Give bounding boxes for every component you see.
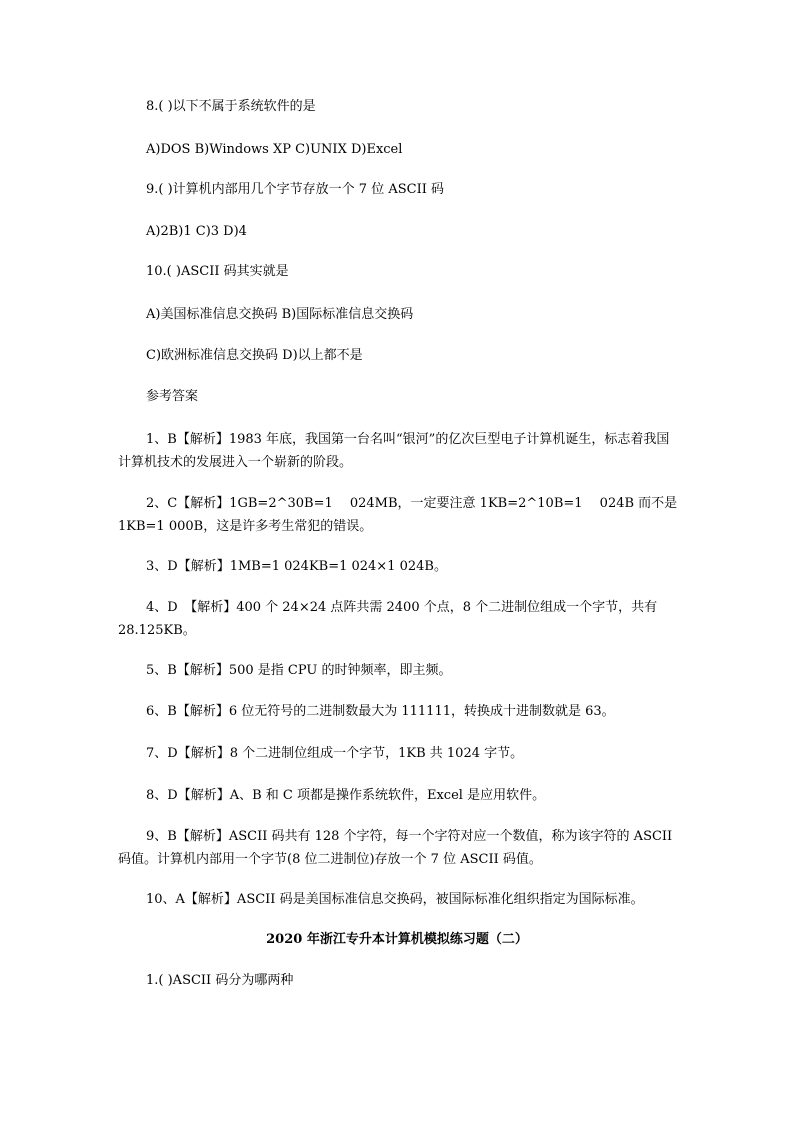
question-9-options: A)2B)1 C)3 D)4 bbox=[146, 224, 247, 239]
answer-5: 5、B【解析】500 是指 CPU 的时钟频率，即主频。 bbox=[146, 663, 452, 678]
question-10-stem: 10.( )ASCII 码其实就是 bbox=[146, 264, 289, 279]
answer-10: 10、A【解析】ASCII 码是美国标准信息交换码，被国际标准化组织指定为国际标准。 bbox=[146, 892, 644, 907]
answer-8: 8、D【解析】A、B 和 C 项都是操作系统软件，Excel 是应用软件。 bbox=[146, 788, 546, 803]
next-question-1-stem: 1.( )ASCII 码分为哪两种 bbox=[146, 973, 294, 988]
question-10-options-cd: C)欧洲标准信息交换码 D)以上都不是 bbox=[146, 348, 363, 363]
answer-2: 2、C【解析】1GB=2^30B=1 024MB，一定要注意 1KB=2^10B=1 024B 而不是 1KB=1 000B，这是许多考生常犯的错误。 bbox=[118, 496, 678, 534]
answer-9: 9、B【解析】ASCII 码共有 128 个字符，每一个字符对应一个数值，称为该字符的 ASCII 码值。计算机内部用一个字节(8 位二进制位)存放一个 7 位 ASCII 码值。 bbox=[118, 829, 673, 867]
answer-6: 6、B【解析】6 位无符号的二进制数最大为 111111，转换成十进制数就是 63。 bbox=[146, 704, 615, 719]
answer-1: 1、B【解析】1983 年底，我国第一台名叫“银河”的亿次巨型电子计算机诞生，标志着我国计算机技术的发展进入一个崭新的阶段。 bbox=[118, 432, 670, 470]
answer-3: 3、D【解析】1MB=1 024KB=1 024×1 024B。 bbox=[146, 559, 447, 574]
question-8-stem: 8.( )以下不属于系统软件的是 bbox=[146, 99, 316, 114]
answer-7: 7、D【解析】8 个二进制位组成一个字节，1KB 共 1024 字节。 bbox=[146, 746, 524, 761]
question-10-options-ab: A)美国标准信息交换码 B)国际标准信息交换码 bbox=[146, 307, 414, 322]
section-title: 2020 年浙江专升本计算机模拟练习题（二） bbox=[266, 932, 528, 947]
answer-4: 4、D 【解析】400 个 24×24 点阵共需 2400 个点，8 个二进制位组成一个字节，共有 28.125KB。 bbox=[118, 600, 658, 638]
question-8-options: A)DOS B)Windows XP C)UNIX D)Excel bbox=[146, 142, 403, 157]
question-9-stem: 9.( )计算机内部用几个字节存放一个 7 位 ASCII 码 bbox=[146, 182, 444, 197]
answers-heading: 参考答案 bbox=[146, 389, 199, 404]
